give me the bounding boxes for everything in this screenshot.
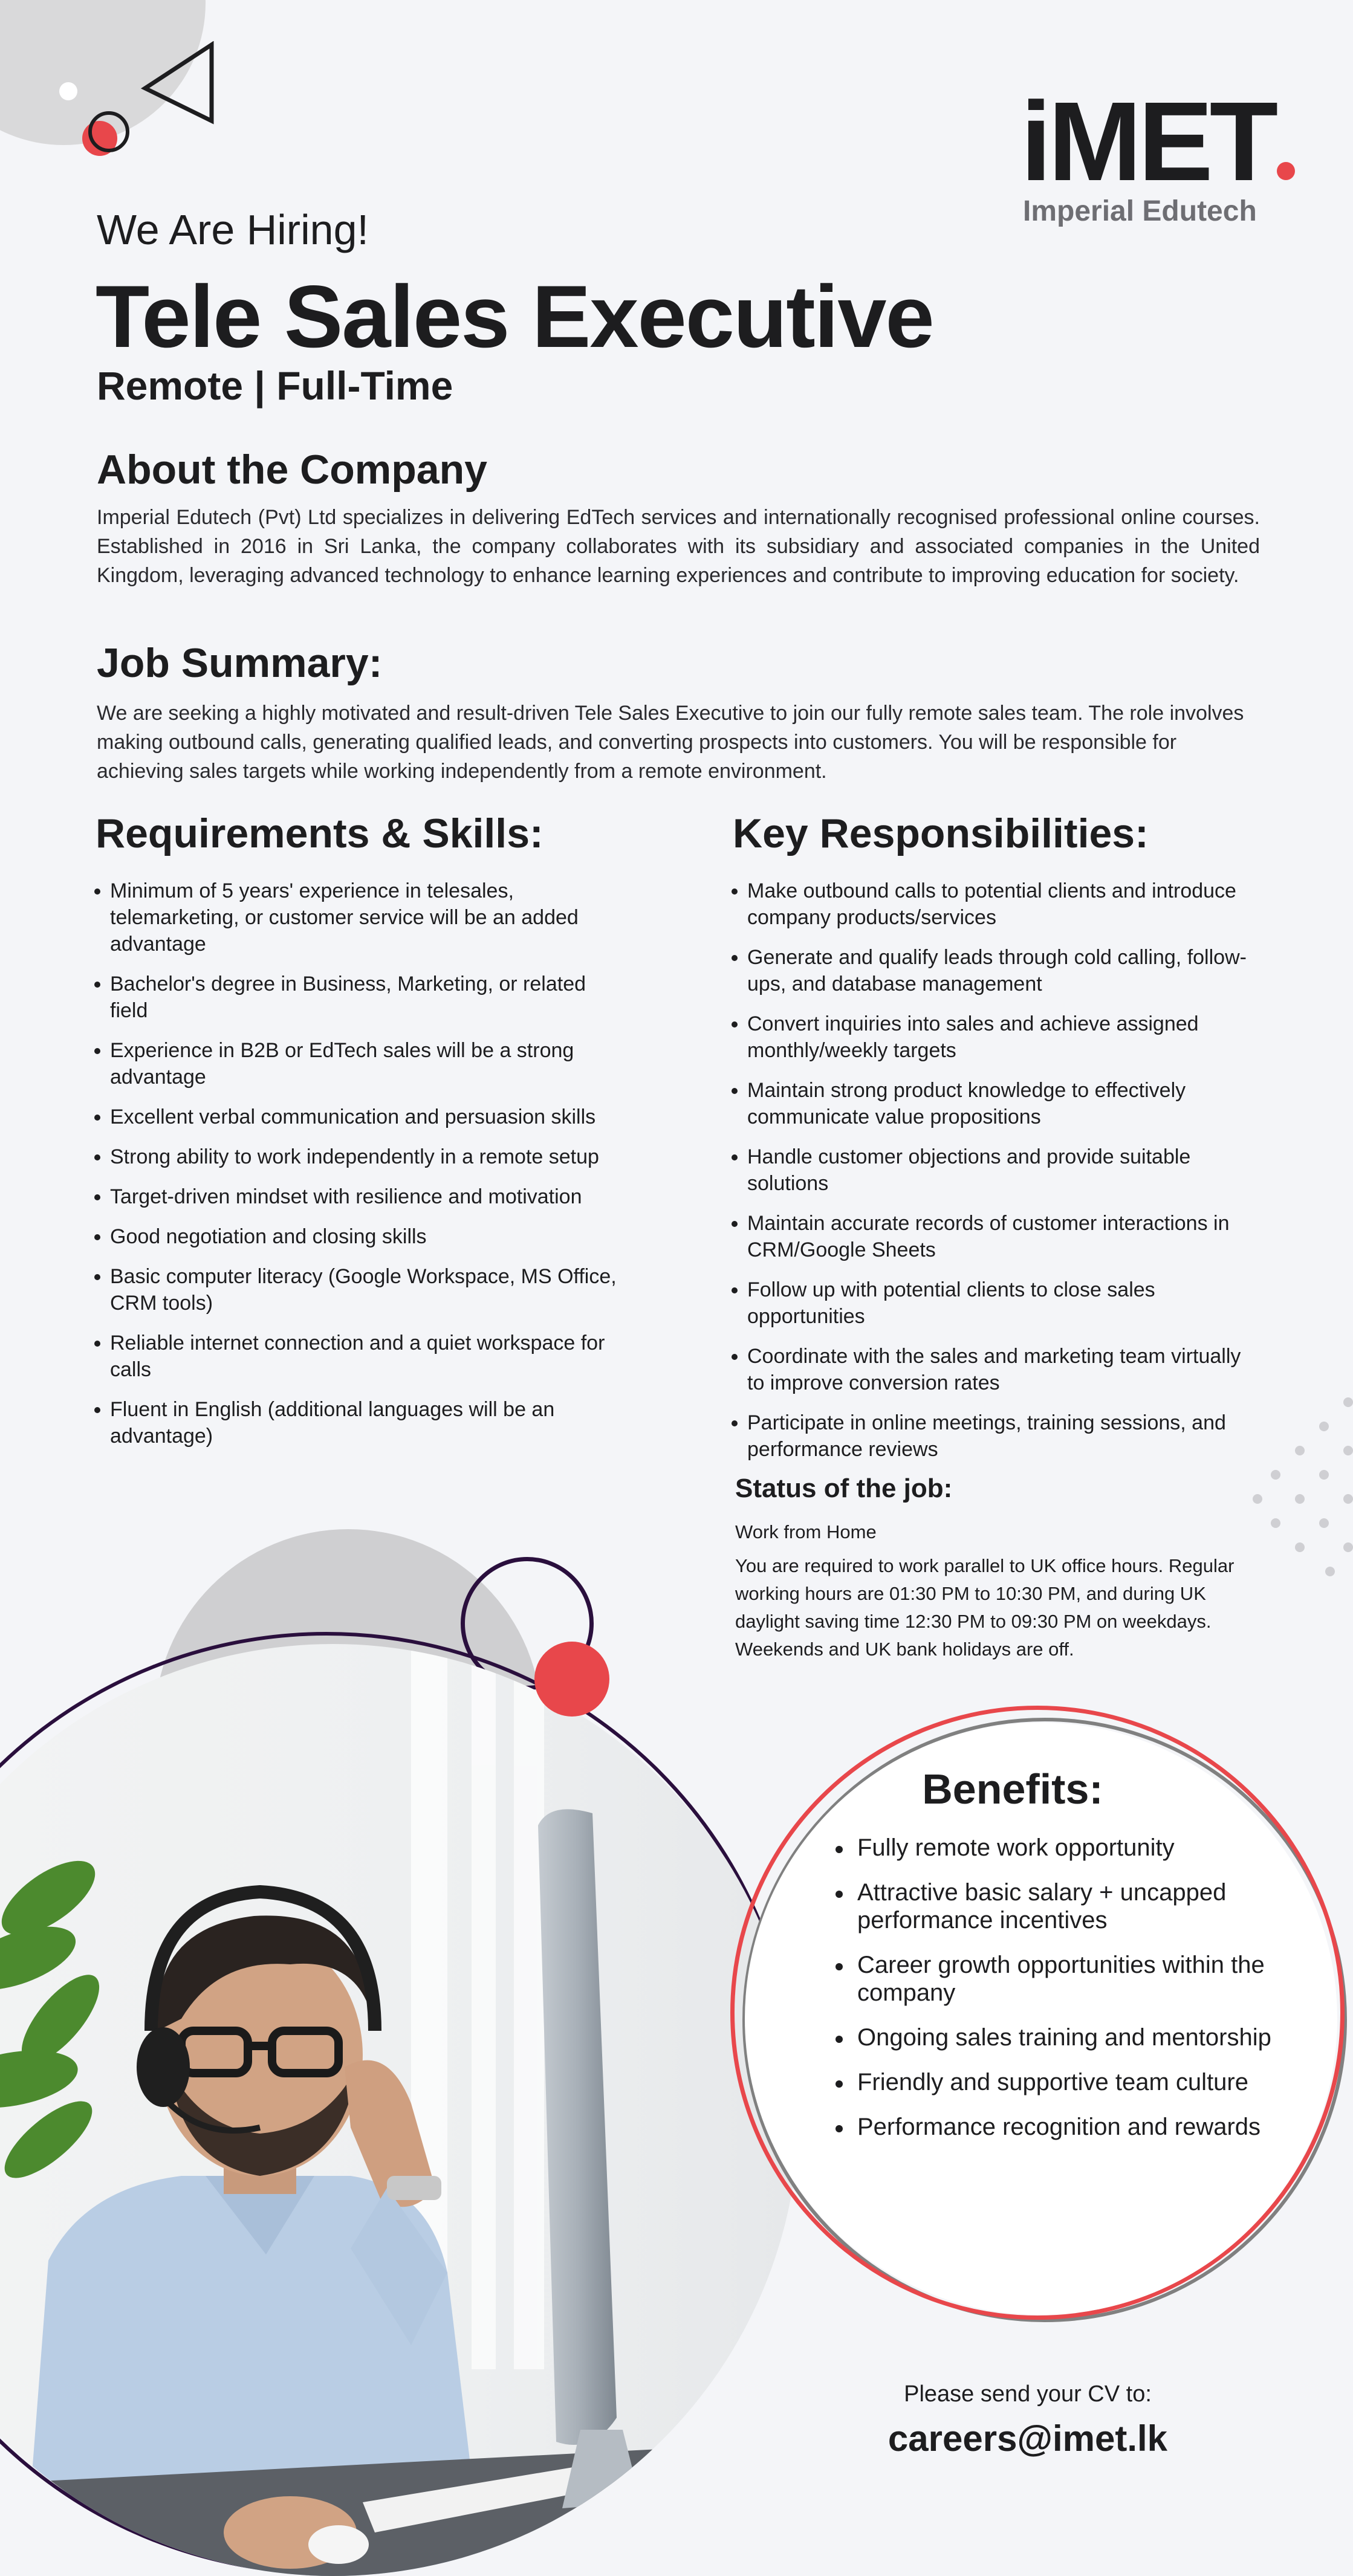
benefits-list	[835, 1834, 1283, 2158]
list-item: Friendly and supportive team culture	[835, 2068, 1283, 2096]
list-item: Minimum of 5 years' experience in telesales, telemarketing, or customer service will be an added advantage	[94, 878, 626, 957]
list-item: Ongoing sales training and mentorship	[835, 2024, 1283, 2051]
list-item: Reliable internet connection and a quiet workspace for calls	[94, 1330, 626, 1383]
hiring-tagline: We Are Hiring!	[97, 206, 369, 253]
requirements-list	[94, 878, 626, 1463]
decorative-white-dot	[59, 82, 77, 100]
list-item: Coordinate with the sales and marketing team virtually to improve conversion rates	[732, 1343, 1264, 1396]
responsibilities-list	[732, 878, 1264, 1476]
list-item: Bachelor's degree in Business, Marketing, or related field	[94, 971, 626, 1024]
list-item: Handle customer objections and provide suitable solutions	[732, 1144, 1264, 1197]
list-item: Performance recognition and rewards	[835, 2113, 1283, 2141]
company-logo	[1020, 79, 1275, 228]
benefits-heading: Benefits:	[922, 1765, 1103, 1813]
list-item: Convert inquiries into sales and achieve assigned monthly/weekly targets	[732, 1011, 1264, 1064]
list-item: Fluent in English (additional languages will be an advantage)	[94, 1396, 626, 1449]
job-type: Remote | Full-Time	[97, 363, 453, 408]
about-heading: About the Company	[97, 447, 487, 493]
status-heading: Status of the job:	[735, 1474, 953, 1503]
list-item: Basic computer literacy (Google Workspace, MS Office, CRM tools)	[94, 1263, 626, 1316]
list-item: Maintain accurate records of customer interactions in CRM/Google Sheets	[732, 1210, 1264, 1263]
list-item: Career growth opportunities within the company	[835, 1951, 1283, 2007]
requirements-heading: Requirements & Skills:	[96, 811, 543, 856]
logo-text: iMET	[1020, 79, 1275, 204]
list-item: Target-driven mindset with resilience and motivation	[94, 1183, 626, 1210]
photo-sales-agent	[0, 1644, 799, 2576]
status-mode: Work from Home	[735, 1521, 877, 1542]
logo-dot	[1277, 162, 1295, 180]
contact-email-link[interactable]: careers@imet.lk	[887, 2418, 1168, 2459]
list-item: Make outbound calls to potential clients and introduce company products/services	[732, 878, 1264, 931]
job-title: Tele Sales Executive	[96, 267, 933, 366]
list-item: Experience in B2B or EdTech sales will be a strong advantage	[94, 1037, 626, 1090]
summary-text: We are seeking a highly motivated and result-driven Tele Sales Executive to join our fully remote sales team. The role involves making outbound calls, generating qualified leads, and converting prospects into customers. You will be responsible for achieving sales targets while working independently from a remote environment.	[97, 702, 1244, 783]
list-item: Generate and qualify leads through cold calling, follow-ups, and database management	[732, 944, 1264, 997]
status-details: You are required to work parallel to UK office hours. Regular working hours are 01:30 PM to 10:30 PM, and during UK daylight saving time 12:30 PM to 09:30 PM on weekdays. Weekends and UK bank holidays are off.	[735, 1555, 1235, 1660]
list-item: Fully remote work opportunity	[835, 1834, 1283, 1862]
list-item: Participate in online meetings, training sessions, and performance reviews	[732, 1409, 1264, 1463]
list-item: Excellent verbal communication and persuasion skills	[94, 1104, 626, 1130]
responsibilities-heading: Key Responsibilities:	[733, 811, 1149, 856]
list-item: Strong ability to work independently in a remote setup	[94, 1144, 626, 1170]
list-item: Follow up with potential clients to close sales opportunities	[732, 1277, 1264, 1330]
list-item: Good negotiation and closing skills	[94, 1223, 626, 1250]
decorative-ring	[88, 111, 129, 152]
cv-instruction: Please send your CV to:	[904, 2381, 1152, 2407]
list-item: Maintain strong product knowledge to effectively communicate value propositions	[732, 1077, 1264, 1130]
decorative-red-circle	[534, 1642, 609, 1717]
decorative-triangle	[137, 41, 215, 126]
summary-heading: Job Summary:	[97, 640, 383, 686]
about-text: Imperial Edutech (Pvt) Ltd specializes in delivering EdTech services and internationally recognised professional online courses. Established in 2016 in Sri Lanka, the company collaborates with its subsidiary and associated companies in the United Kingdom, leveraging advanced technology to enhance learning experiences and contribute to improving education for society.	[97, 506, 1260, 587]
decorative-dots	[1251, 1390, 1353, 1584]
list-item: Attractive basic salary + uncapped performance incentives	[835, 1879, 1283, 1934]
logo-subtitle: Imperial Edutech	[1023, 195, 1257, 227]
